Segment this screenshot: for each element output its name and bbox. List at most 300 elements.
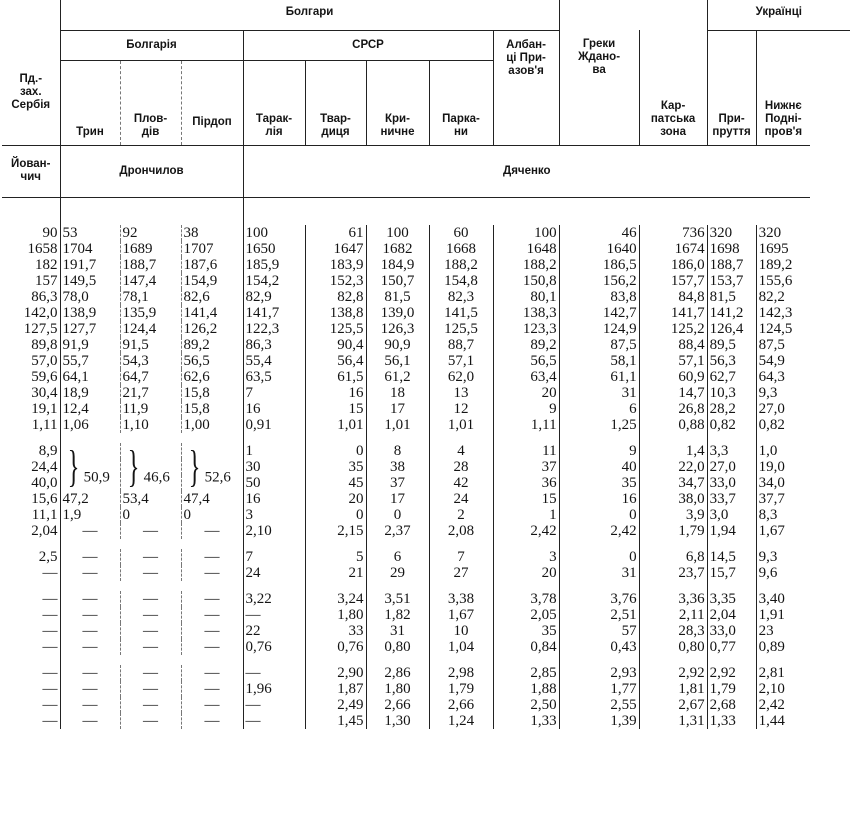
table-cell: 83,8 xyxy=(559,289,639,305)
table-cell: 1,24 xyxy=(429,713,493,729)
table-cell: 53,4 xyxy=(120,491,181,507)
table-cell: 56,5 xyxy=(181,353,243,369)
table-cell: 1698 xyxy=(707,241,756,257)
table-cell: 2,04 xyxy=(31,523,58,539)
table-cell: 0,76 xyxy=(305,639,366,655)
table-cell: 2,66 xyxy=(429,697,493,713)
table-cell: 2,10 xyxy=(243,523,305,539)
table-cell: — xyxy=(42,591,58,607)
table-cell: 182 xyxy=(35,257,58,273)
table-cell: 38,0 xyxy=(639,491,707,507)
table-cell: — xyxy=(120,665,181,681)
author-yovanych: Йован- чич xyxy=(2,145,60,197)
table-cell: 38 xyxy=(366,459,429,475)
table-cell: 1,87 xyxy=(305,681,366,697)
header-taraklia: Тарак- лія xyxy=(243,60,305,145)
table-cell: — xyxy=(42,681,58,697)
table-cell: 1,06 xyxy=(60,417,120,433)
table-cell: 0 xyxy=(120,507,181,523)
table-cell: 1,01 xyxy=(305,417,366,433)
table-cell: 57,0 xyxy=(31,353,58,369)
table-cell: 12,4 xyxy=(60,401,120,417)
table-cell: 46 xyxy=(559,225,639,241)
table-cell: 2,51 xyxy=(559,607,639,623)
table-cell: 2,50 xyxy=(493,697,559,713)
table-cell: 2,90 xyxy=(305,665,366,681)
table-cell: — xyxy=(120,565,181,581)
brace-glyph: } xyxy=(127,441,139,491)
table-cell: 8,3 xyxy=(756,507,810,523)
table-cell: 141,7 xyxy=(243,305,305,321)
table-cell: 127,7 xyxy=(60,321,120,337)
table-row xyxy=(2,623,850,639)
table-cell: 141,2 xyxy=(707,305,756,321)
table-cell: 141,4 xyxy=(181,305,243,321)
table-row xyxy=(2,565,850,581)
table-cell: 3,38 xyxy=(429,591,493,607)
table-cell: 1,80 xyxy=(305,607,366,623)
table-cell: 90 xyxy=(42,225,58,241)
table-cell: 188,2 xyxy=(493,257,559,273)
table-cell: 82,6 xyxy=(181,289,243,305)
table-cell: 2,92 xyxy=(639,665,707,681)
table-cell: 63,4 xyxy=(493,369,559,385)
table-cell: — xyxy=(181,713,243,729)
table-cell: 35 xyxy=(493,623,559,639)
header-parkany: Парка- ни xyxy=(429,60,493,145)
table-cell: — xyxy=(181,591,243,607)
table-row xyxy=(2,257,850,273)
table-cell: 27,0 xyxy=(756,401,810,417)
table-cell: 18 xyxy=(366,385,429,401)
table-cell: 24 xyxy=(429,491,493,507)
table-cell: 6,8 xyxy=(639,549,707,565)
table-cell: 124,9 xyxy=(559,321,639,337)
table-cell: 5 xyxy=(305,549,366,565)
table-cell: — xyxy=(42,697,58,713)
table-cell: 31 xyxy=(559,565,639,581)
header-plovdiv: Плов- дів xyxy=(120,60,181,145)
table-row xyxy=(2,507,850,523)
table-cell: 11,9 xyxy=(120,401,181,417)
table-cell: 23 xyxy=(756,623,810,639)
table-cell: 3 xyxy=(243,507,305,523)
table-cell: 1 xyxy=(243,443,305,459)
table-cell: 34,0 xyxy=(756,475,810,491)
table-cell: 9,3 xyxy=(756,549,810,565)
table-cell: 86,3 xyxy=(31,289,58,305)
table-cell: 0,80 xyxy=(639,639,707,655)
table-cell: 30 xyxy=(243,459,305,475)
table-cell: 1,82 xyxy=(366,607,429,623)
table-cell: 139,0 xyxy=(366,305,429,321)
table-cell: — xyxy=(243,713,305,729)
table-cell: 1 xyxy=(493,507,559,523)
table-cell: 20 xyxy=(493,565,559,581)
table-cell: 2,55 xyxy=(559,697,639,713)
table-cell: 0,77 xyxy=(707,639,756,655)
table-cell: 63,5 xyxy=(243,369,305,385)
table-cell: 138,8 xyxy=(305,305,366,321)
table-cell: 141,7 xyxy=(639,305,707,321)
brace-glyph: } xyxy=(188,441,200,491)
table-cell: 23,7 xyxy=(639,565,707,581)
table-cell: 7 xyxy=(243,549,305,565)
brace-value: 50,9 xyxy=(83,469,110,486)
table-cell: 1,01 xyxy=(429,417,493,433)
table-cell: 156,2 xyxy=(559,273,639,289)
table-cell: 186,5 xyxy=(559,257,639,273)
table-row xyxy=(2,305,850,321)
anthropometric-table xyxy=(2,0,850,729)
table-cell: — xyxy=(120,639,181,655)
table-cell: 1,45 xyxy=(305,713,366,729)
table-cell: — xyxy=(120,697,181,713)
table-cell: — xyxy=(60,623,120,639)
table-cell: 24,4 xyxy=(31,459,58,475)
table-cell: 34,7 xyxy=(639,475,707,491)
table-cell: 7 xyxy=(429,549,493,565)
header-bolhary: Болгари xyxy=(60,0,559,30)
table-cell: 10,3 xyxy=(707,385,756,401)
table-cell: 91,9 xyxy=(60,337,120,353)
table-cell: 87,5 xyxy=(559,337,639,353)
table-cell: 87,5 xyxy=(756,337,810,353)
table-cell: 1,88 xyxy=(493,681,559,697)
table-cell: 45 xyxy=(305,475,366,491)
table-cell: 0 xyxy=(305,443,366,459)
table-cell: 1,33 xyxy=(707,713,756,729)
table-cell: 100 xyxy=(366,225,429,241)
table-cell: 54,3 xyxy=(120,353,181,369)
table-cell: 2,67 xyxy=(639,697,707,713)
table-cell: 2,15 xyxy=(305,523,366,539)
table-cell: 1695 xyxy=(756,241,810,257)
table-cell: — xyxy=(181,565,243,581)
header-tryn: Трин xyxy=(60,60,120,145)
data-group-5 xyxy=(2,665,850,729)
table-cell: 1,94 xyxy=(707,523,756,539)
table-cell: 0,88 xyxy=(639,417,707,433)
table-row xyxy=(2,491,850,507)
table-cell: — xyxy=(60,665,120,681)
header-serbia: Пд.- зах. Сербія xyxy=(11,72,51,111)
table-cell: 14,7 xyxy=(639,385,707,401)
table-cell: 0,89 xyxy=(756,639,810,655)
table-cell: 2,85 xyxy=(493,665,559,681)
header-nyzhnie: Нижнє Подні- пров'я xyxy=(756,30,810,145)
table-cell: 30,4 xyxy=(31,385,58,401)
table-cell: 0,91 xyxy=(243,417,305,433)
table-cell: 61,1 xyxy=(559,369,639,385)
table-cell: 122,3 xyxy=(243,321,305,337)
table-cell: 86,3 xyxy=(243,337,305,353)
table-cell: 138,3 xyxy=(493,305,559,321)
table-cell: 16 xyxy=(243,401,305,417)
table-cell: 1674 xyxy=(639,241,707,257)
table-cell: 11,1 xyxy=(31,507,58,523)
table-cell: — xyxy=(60,591,120,607)
table-cell: 2,37 xyxy=(366,523,429,539)
table-cell: 142,0 xyxy=(23,305,58,321)
table-cell: — xyxy=(181,523,243,539)
table-cell: 54,9 xyxy=(756,353,810,369)
table-cell: 1,39 xyxy=(559,713,639,729)
table-cell: 9 xyxy=(559,443,639,459)
table-cell: 57,1 xyxy=(639,353,707,369)
table-cell: 64,3 xyxy=(756,369,810,385)
table-cell: 22 xyxy=(243,623,305,639)
table-cell: 1,04 xyxy=(429,639,493,655)
table-cell: 60,9 xyxy=(639,369,707,385)
table-cell: 4 xyxy=(429,443,493,459)
table-cell: 124,4 xyxy=(120,321,181,337)
table-row xyxy=(2,549,850,565)
table-cell: 1,67 xyxy=(429,607,493,623)
table-cell: 15,8 xyxy=(181,401,243,417)
table-cell: — xyxy=(42,565,58,581)
table-row xyxy=(2,713,850,729)
table-cell: 8 xyxy=(366,443,429,459)
table-row xyxy=(2,639,850,655)
table-cell: — xyxy=(60,713,120,729)
table-cell: 42 xyxy=(429,475,493,491)
table-cell: 35 xyxy=(305,459,366,475)
table-cell: 1668 xyxy=(429,241,493,257)
table-cell: 1682 xyxy=(366,241,429,257)
table-cell: 6 xyxy=(559,401,639,417)
table-cell: 11 xyxy=(493,443,559,459)
header-albantsi: Албан- ці При- азов'я xyxy=(493,30,559,145)
table-cell: 82,2 xyxy=(756,289,810,305)
table-cell: 1,91 xyxy=(756,607,810,623)
table-cell: 20 xyxy=(305,491,366,507)
table-cell: 81,5 xyxy=(707,289,756,305)
table-cell: 3,76 xyxy=(559,591,639,607)
table-cell: — xyxy=(181,665,243,681)
table-cell: 1,44 xyxy=(756,713,810,729)
table-cell: 33,0 xyxy=(707,475,756,491)
table-cell: 26,8 xyxy=(639,401,707,417)
table-cell: 38 xyxy=(181,225,243,241)
table-cell: 3,3 xyxy=(707,443,756,459)
table-cell: 3,9 xyxy=(639,507,707,523)
table-cell: 124,5 xyxy=(756,321,810,337)
table-cell: 147,4 xyxy=(120,273,181,289)
table-row xyxy=(2,681,850,697)
table-cell: 15,7 xyxy=(707,565,756,581)
table-cell: 20 xyxy=(493,385,559,401)
table-cell: — xyxy=(181,639,243,655)
table-cell: 3,35 xyxy=(707,591,756,607)
header-row-2 xyxy=(2,30,850,60)
table-cell: 100 xyxy=(243,225,305,241)
table-cell: 12 xyxy=(429,401,493,417)
header-srsr: СРСР xyxy=(243,30,493,60)
table-cell: 88,7 xyxy=(429,337,493,353)
table-cell: — xyxy=(181,697,243,713)
table-cell: 0 xyxy=(181,507,243,523)
table-row xyxy=(2,417,850,433)
table-cell: 37,7 xyxy=(756,491,810,507)
table-row xyxy=(2,523,850,539)
table-cell: 0 xyxy=(305,507,366,523)
table-cell: 1,79 xyxy=(429,681,493,697)
table-cell: 6 xyxy=(366,549,429,565)
table-cell: 16 xyxy=(559,491,639,507)
brace-cell xyxy=(60,443,120,491)
table-cell: 27,0 xyxy=(707,459,756,475)
table-cell: 3,0 xyxy=(707,507,756,523)
authors-row xyxy=(2,145,850,197)
table-cell: 21,7 xyxy=(120,385,181,401)
header-row-1 xyxy=(2,0,850,30)
table-cell: — xyxy=(120,549,181,565)
table-cell: 36 xyxy=(493,475,559,491)
table-cell: 78,1 xyxy=(120,289,181,305)
table-cell: 1,11 xyxy=(493,417,559,433)
table-cell: 57,1 xyxy=(429,353,493,369)
table-cell: 1,01 xyxy=(366,417,429,433)
table-cell: 28 xyxy=(429,459,493,475)
table-row xyxy=(2,337,850,353)
table-cell: 28,2 xyxy=(707,401,756,417)
table-cell: 80,1 xyxy=(493,289,559,305)
table-cell: 150,7 xyxy=(366,273,429,289)
table-cell: 2,11 xyxy=(639,607,707,623)
table-cell: 18,9 xyxy=(60,385,120,401)
table-cell: 31 xyxy=(559,385,639,401)
table-cell: 157 xyxy=(35,273,58,289)
author-dronchylov: Дрончилов xyxy=(60,145,243,197)
table-cell: 188,7 xyxy=(707,257,756,273)
table-cell: 1658 xyxy=(27,241,58,257)
table-cell: 2,49 xyxy=(305,697,366,713)
table-cell: 142,7 xyxy=(559,305,639,321)
table-cell: 125,5 xyxy=(305,321,366,337)
table-cell: 89,2 xyxy=(181,337,243,353)
table-cell: 56,5 xyxy=(493,353,559,369)
table-cell: 13 xyxy=(429,385,493,401)
header-tvardytsia: Твар- диця xyxy=(305,60,366,145)
table-cell: 40 xyxy=(559,459,639,475)
brace-cell xyxy=(181,443,243,491)
table-cell: 155,6 xyxy=(756,273,810,289)
table-cell: 152,3 xyxy=(305,273,366,289)
data-group-3 xyxy=(2,549,850,581)
table-cell: 56,1 xyxy=(366,353,429,369)
table-cell: 1,0 xyxy=(756,443,810,459)
table-cell: 1640 xyxy=(559,241,639,257)
table-cell: 17 xyxy=(366,491,429,507)
table-cell: 24 xyxy=(243,565,305,581)
table-cell: 1647 xyxy=(305,241,366,257)
data-group-2 xyxy=(2,443,850,539)
table-cell: 191,7 xyxy=(60,257,120,273)
table-cell: 154,2 xyxy=(243,273,305,289)
table-cell: 2,86 xyxy=(366,665,429,681)
table-cell: 1648 xyxy=(493,241,559,257)
table-cell: 90,9 xyxy=(366,337,429,353)
table-cell: — xyxy=(243,697,305,713)
table-cell: — xyxy=(181,607,243,623)
table-cell: 89,8 xyxy=(31,337,58,353)
table-cell: 62,7 xyxy=(707,369,756,385)
table-cell: 2,04 xyxy=(707,607,756,623)
table-cell: 0,43 xyxy=(559,639,639,655)
table-cell: 15,8 xyxy=(181,385,243,401)
table-cell: 2,92 xyxy=(707,665,756,681)
table-cell: 185,9 xyxy=(243,257,305,273)
table-cell: 0,82 xyxy=(756,417,810,433)
table-cell: 320 xyxy=(707,225,756,241)
table-cell: 149,5 xyxy=(60,273,120,289)
table-row xyxy=(2,607,850,623)
table-cell: 1,77 xyxy=(559,681,639,697)
table-cell: 125,2 xyxy=(639,321,707,337)
table-cell: — xyxy=(60,523,120,539)
data-group-4 xyxy=(2,591,850,655)
table-cell: 61,5 xyxy=(305,369,366,385)
table-cell: — xyxy=(42,665,58,681)
table-cell: 9,3 xyxy=(756,385,810,401)
table-cell: 15 xyxy=(493,491,559,507)
table-cell: — xyxy=(181,623,243,639)
table-cell: 15,6 xyxy=(31,491,58,507)
table-cell: 91,5 xyxy=(120,337,181,353)
brace-value: 52,6 xyxy=(204,469,231,486)
table-cell: 35 xyxy=(559,475,639,491)
table-cell: 100 xyxy=(493,225,559,241)
brace-cell xyxy=(120,443,181,491)
table-cell: 127,5 xyxy=(23,321,58,337)
header-ukraintsi: Українці xyxy=(707,0,850,30)
table-cell: — xyxy=(60,565,120,581)
table-cell: 37 xyxy=(493,459,559,475)
table-cell: 2,5 xyxy=(38,549,58,565)
table-cell: 0,80 xyxy=(366,639,429,655)
table-cell: 126,2 xyxy=(181,321,243,337)
table-cell: 90,4 xyxy=(305,337,366,353)
table-row xyxy=(2,697,850,713)
table-cell: 62,6 xyxy=(181,369,243,385)
table-cell: 19,1 xyxy=(31,401,58,417)
table-cell: 142,3 xyxy=(756,305,810,321)
table-cell: 1650 xyxy=(243,241,305,257)
table-cell: 2,42 xyxy=(493,523,559,539)
table-cell: 1704 xyxy=(60,241,120,257)
table-cell: 56,4 xyxy=(305,353,366,369)
header-karpatska: Кар- патська зона xyxy=(639,30,707,145)
table-cell: 186,0 xyxy=(639,257,707,273)
table-cell: 0 xyxy=(559,549,639,565)
table-cell: — xyxy=(60,639,120,655)
table-cell: 150,8 xyxy=(493,273,559,289)
table-cell: 0 xyxy=(559,507,639,523)
table-cell: — xyxy=(120,591,181,607)
table-cell: 1,33 xyxy=(493,713,559,729)
table-cell: 153,7 xyxy=(707,273,756,289)
table-cell: 0 xyxy=(366,507,429,523)
table-cell: 81,5 xyxy=(366,289,429,305)
table-cell: — xyxy=(120,623,181,639)
table-cell: 62,0 xyxy=(429,369,493,385)
table-cell: 1,25 xyxy=(559,417,639,433)
table-cell: 1,11 xyxy=(31,417,58,433)
data-group-1 xyxy=(2,225,850,433)
table-cell: 14,5 xyxy=(707,549,756,565)
table-cell: 188,7 xyxy=(120,257,181,273)
